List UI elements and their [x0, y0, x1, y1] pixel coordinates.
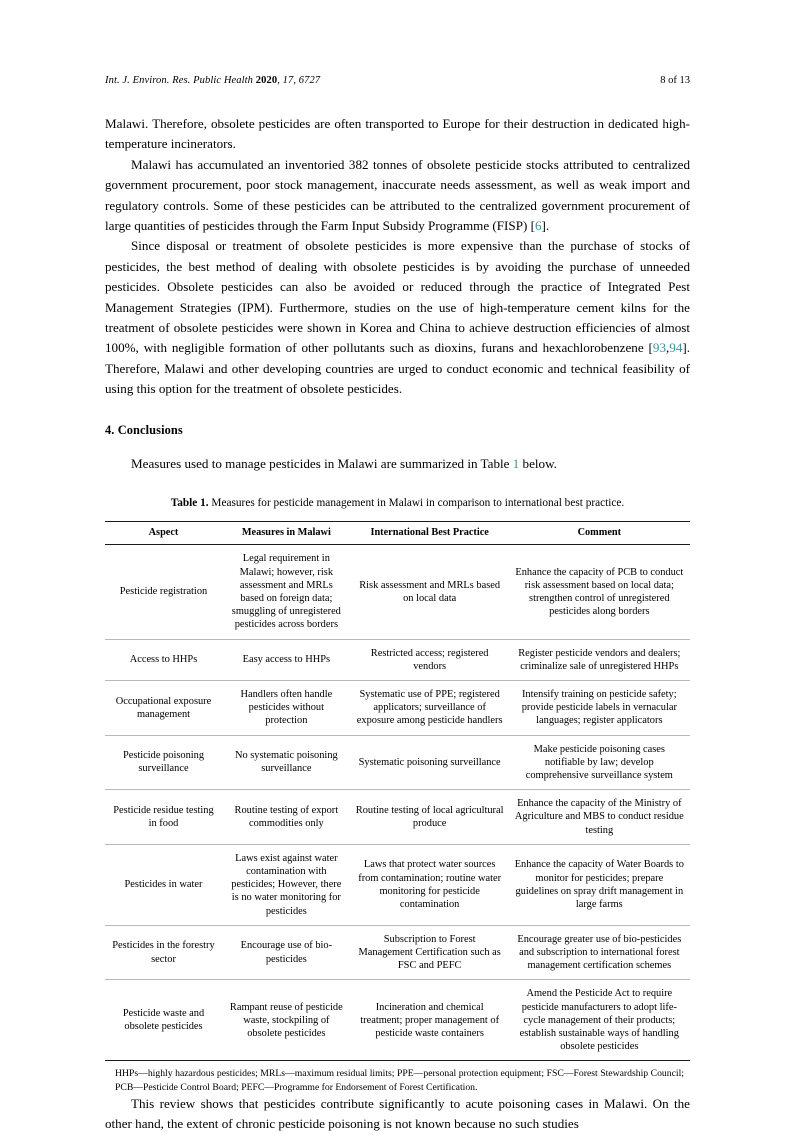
cell-malawi: Easy access to HHPs — [222, 639, 351, 680]
cell-malawi: No systematic poisoning surveillance — [222, 735, 351, 790]
cell-comment: Register pesticide vendors and dealers; criminalize sale of unregistered HHPs — [509, 639, 690, 680]
table-container — [105, 521, 690, 1094]
table-row — [105, 925, 690, 980]
table-body — [105, 545, 690, 1061]
citation-link-6[interactable]: 6 — [534, 218, 542, 234]
journal-name: Int. J. Environ. Res. Public Health — [105, 75, 254, 86]
table-caption — [105, 496, 690, 511]
cell-aspect: Pesticide poisoning surveillance — [105, 735, 222, 790]
paragraph-disposal-text: Since disposal or treatment of obsolete pesticides is more expensive than the purchase of stocks of pesticides, the best method of dealing with obsolete pesticides is by avoiding the purchase of unneeded pesticides. Obsolete pesticides can also be avoided or reduced through the practice of Integrated Pest Management Strategies (IPM). Furthermore, studies on the use of high-temperature cement kilns for the treatment of obsolete pesticides were shown in Korea and China to achieve destruction efficiencies of almost 100%, with negligible formation of other pollutants such as dioxins, furans and hexachlorobenzene [ — [105, 238, 690, 356]
cell-malawi: Encourage use of bio-pesticides — [222, 925, 351, 980]
paragraph-obsolete-stocks-tail: ]. — [541, 218, 550, 234]
table-row — [105, 980, 690, 1061]
cell-best-practice: Incineration and chemical treatment; proper management of pesticide waste containers — [351, 980, 509, 1061]
pesticide-management-table — [105, 521, 690, 1061]
cell-comment: Enhance the capacity of the Ministry of Agriculture and MBS to conduct residue testing — [509, 790, 690, 845]
cell-best-practice: Risk assessment and MRLs based on local data — [351, 545, 509, 639]
paragraph-obsolete-stocks-text: Malawi has accumulated an inventoried 382 tonnes of obsolete pesticide stocks attributed to centralized government procurement, poor stock management, inaccurate needs assessment, as well as weak import and regulatory controls. Some of these pesticides can be attributed to the centralized government procurement of large quantities of pesticides through the Farm Input Subsidy Programme (FISP) [ — [105, 156, 690, 234]
table-row — [105, 735, 690, 790]
table-row — [105, 545, 690, 639]
paragraph-disposal — [105, 236, 690, 399]
cell-best-practice: Restricted access; registered vendors — [351, 639, 509, 680]
column-header-international-best-practice: International Best Practice — [351, 522, 509, 545]
citation-separator: , — [665, 340, 670, 356]
cell-best-practice: Routine testing of local agricultural produce — [351, 790, 509, 845]
table-row — [105, 790, 690, 845]
cell-comment: Encourage greater use of bio-pesticides and subscription to international forest management certification schemes — [509, 925, 690, 980]
cell-aspect: Pesticides in the forestry sector — [105, 925, 222, 980]
cell-comment: Enhance the capacity of PCB to conduct risk assessment based on local data; strengthen control of unregistered pesticides along borders — [509, 545, 690, 639]
cell-aspect: Pesticide residue testing in food — [105, 790, 222, 845]
column-header-aspect: Aspect — [105, 522, 222, 545]
cell-comment: Enhance the capacity of Water Boards to monitor for pesticides; prepare guidelines on spray drift management in large farms — [509, 844, 690, 925]
section-heading-conclusions: 4. Conclusions — [105, 422, 183, 437]
cell-aspect: Pesticide registration — [105, 545, 222, 639]
cell-aspect: Access to HHPs — [105, 639, 222, 680]
cell-best-practice: Systematic use of PPE; registered applicators; surveillance of exposure among pesticide handlers — [351, 680, 509, 735]
citation-link-93[interactable]: 93 — [652, 340, 666, 356]
cell-aspect: Occupational exposure management — [105, 680, 222, 735]
cell-best-practice: Subscription to Forest Management Certification such as FSC and PEFC — [351, 925, 509, 980]
cell-malawi: Handlers often handle pesticides without protection — [222, 680, 351, 735]
table-row — [105, 680, 690, 735]
cell-best-practice: Systematic poisoning surveillance — [351, 735, 509, 790]
cell-malawi: Laws exist against water contamination with pesticides; However, there is no water monitoring for pesticides — [222, 844, 351, 925]
paragraph-measures-intro-tail: below. — [519, 455, 557, 471]
cell-comment: Make pesticide poisoning cases notifiable by law; develop comprehensive surveillance system — [509, 735, 690, 790]
table-caption-label: Table 1. — [170, 497, 209, 510]
cell-comment: Intensify training on pesticide safety; provide pesticide labels in vernacular languages; register applicators — [509, 680, 690, 735]
column-header-measures-in-malawi: Measures in Malawi — [222, 522, 351, 545]
cell-malawi: Routine testing of export commodities only — [222, 790, 351, 845]
table-row — [105, 844, 690, 925]
paragraph-continuation-text: Malawi. Therefore, obsolete pesticides are often transported to Europe for their destruction in dedicated high-temperature incinerators. — [105, 116, 690, 152]
cell-aspect: Pesticide waste and obsolete pesticides — [105, 980, 222, 1061]
page-number: 8 of 13 — [660, 75, 690, 86]
cell-comment: Amend the Pesticide Act to require pesticide manufacturers to adopt life-cycle management of their products; establish sustainable ways of handling obsolete pesticides — [509, 980, 690, 1061]
citation-link-94[interactable]: 94 — [669, 340, 683, 356]
column-header-comment: Comment — [509, 522, 690, 545]
paragraph-obsolete-stocks — [105, 155, 690, 237]
table-row — [105, 639, 690, 680]
cell-best-practice: Laws that protect water sources from contamination; routine water monitoring for pesticide contamination — [351, 844, 509, 925]
cell-aspect: Pesticides in water — [105, 844, 222, 925]
table-header — [105, 522, 690, 545]
journal-year: 2020 — [255, 75, 278, 86]
cell-malawi: Rampant reuse of pesticide waste, stockpiling of obsolete pesticides — [222, 980, 351, 1061]
journal-citation: Int. J. Environ. Res. Public Health 2020, 17, 6727 — [105, 75, 321, 86]
table-footnote: HHPs—highly hazardous pesticides; MRLs—maximum residual limits; PPE—personal protection equipment; FSC—Forest Stewardship Council; PCB—Pesticide Control Board; PEFC—Programme for Endorsement of Forest Certification. — [115, 1068, 684, 1093]
article-body — [105, 114, 690, 1135]
paragraph-measures-intro-text: Measures used to manage pesticides in Malawi are summarized in Table — [131, 455, 513, 471]
paragraph-disposal-tail: ]. Therefore, Malawi and other developing countries are urged to conduct economic and technical feasibility of using this option for the treatment of obsolete pesticides. — [105, 340, 690, 397]
cell-malawi: Legal requirement in Malawi; however, risk assessment and MRLs based on foreign data; smuggling of unregistered pesticides across borders — [222, 545, 351, 639]
paragraph-continuation — [105, 114, 690, 155]
paragraph-review-summary: This review shows that pesticides contribute significantly to acute poisoning cases in Malawi. On the other hand, the extent of chronic pesticide poisoning is not known because no such studies — [105, 1095, 690, 1132]
paragraph-measures-intro — [105, 454, 690, 474]
table-header-row — [105, 522, 690, 545]
journal-volume: 17 — [282, 75, 294, 86]
running-head — [105, 74, 690, 88]
journal-article-number: 6727 — [298, 75, 321, 86]
table-caption-text: Measures for pesticide management in Malawi in comparison to international best practice. — [208, 497, 625, 510]
table-reference-link[interactable]: 1 — [512, 455, 520, 471]
